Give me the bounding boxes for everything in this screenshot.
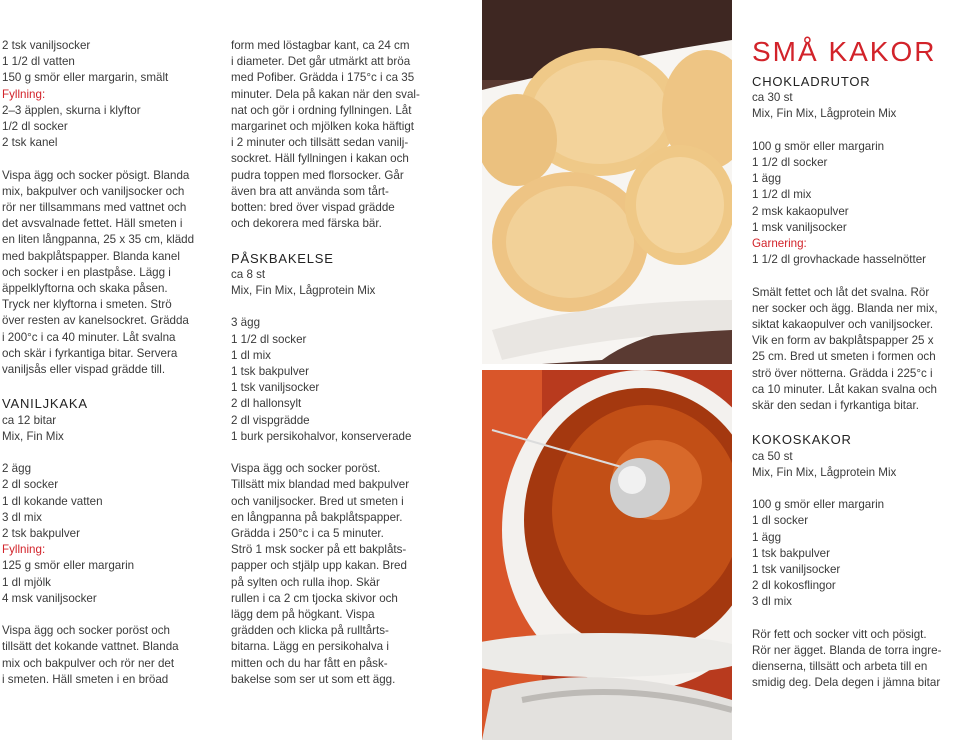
ingredient-line: 2 tsk bakpulver [2, 527, 80, 541]
apple-cake-instructions [2, 168, 220, 379]
recipe-mix: Mix, Fin Mix, Lågprotein Mix [752, 107, 897, 121]
instruction-line: lägg dem på högkant. Vispa [231, 608, 375, 622]
instruction-line: ner socker och ägg. Blanda ner mix, [752, 301, 938, 315]
instruction-line: mitten och du har fått en påsk- [231, 656, 388, 670]
instruction-line: i smeten. Häll smeten i en bröad [2, 672, 169, 686]
ingredient-line: 150 g smör eller margarin, smält [2, 71, 169, 85]
ingredient-line: 1 dl socker [752, 514, 809, 528]
instruction-line: nat och gör i ordning fyllningen. Låt [231, 103, 412, 117]
instruction-line: även bra att använda som tårt- [231, 184, 389, 198]
instruction-line: sockret. Häll fyllningen i kakan och [231, 152, 409, 166]
instruction-line: bakelse som ser ut som ett ägg. [231, 672, 396, 686]
ingredient-line: 2 dl kokosflingor [752, 579, 836, 593]
fyllning-label: Fyllning: [2, 543, 46, 557]
instruction-line: ca 10 minuter. Låt kakan svalna och [752, 382, 937, 396]
ingredient-line: 1 1/2 dl socker [752, 156, 828, 169]
instruction-line: 25 cm. Bred ut smeten i formen och [752, 350, 936, 364]
ingredient-line: 1 ägg [752, 530, 782, 544]
instruction-line: och dekorera med färska bär. [231, 217, 382, 231]
instruction-line: Vispa ägg och socker poröst. [231, 462, 381, 476]
ingredient-line: 1 1/2 dl socker [231, 332, 307, 346]
instruction-line: äppelklyftorna och skaka påsen. [2, 282, 168, 296]
instruction-line: och socker i en plastpåse. Lägg i [2, 265, 171, 279]
instruction-line: mix, bakpulver och vaniljsocker och [2, 184, 185, 198]
ingredient-line: 2 tsk kanel [2, 136, 58, 150]
ingredient-line: 1 ägg [752, 172, 782, 186]
recipe-yield: ca 30 st [752, 91, 793, 105]
instruction-line: Vispa ägg och socker pösigt. Blanda [2, 168, 190, 182]
instruction-line: papper och stjälp upp kakan. Bred [231, 559, 407, 573]
instruction-line: Tillsätt mix blandad med bakpulver [231, 478, 410, 492]
instruction-line: det avsvalnade fettet. Häll smeten i [2, 217, 183, 231]
ingredient-line: 2–3 äpplen, skurna i klyftor [2, 103, 141, 117]
ingredient-line: 1 burk persikohalvor, konserverade [231, 429, 412, 443]
ingredient-line: 3 ägg [231, 316, 261, 330]
ingredient-line: 1 dl mix [231, 348, 271, 362]
recipe-title: VANILJKAKA [2, 396, 88, 412]
instruction-line: tillsätt det kokande vattnet. Blanda [2, 640, 179, 654]
instruction-line: i 200°c i ca 40 minuter. Låt svalna [2, 330, 176, 344]
instruction-line: Vik en form av bakplåtspapper 25 x [752, 334, 934, 348]
ingredient-line: 2 tsk vaniljsocker [2, 39, 91, 52]
ingredient-line: 1 dl kokande vatten [2, 494, 103, 508]
instruction-line: Strö 1 msk socker på ett bakplåts- [231, 543, 407, 557]
recipe-mix: Mix, Fin Mix [2, 429, 64, 443]
ingredient-line: 100 g smör eller margarin [752, 498, 885, 512]
ingredient-line: 2 dl socker [2, 478, 59, 492]
instruction-line: Smält fettet och låt det svalna. Rör [752, 285, 930, 299]
ingredient-line: 1 tsk vaniljsocker [752, 563, 841, 577]
vaniljkaka-recipe [2, 396, 220, 688]
apple-cake-ingredients-b [2, 103, 220, 152]
ingredient-line: 2 ägg [2, 462, 32, 476]
filling-line: 1 dl mjölk [2, 575, 51, 589]
ingredient-line: 2 msk kakaopulver [752, 204, 849, 218]
recipe-mix: Mix, Fin Mix, Lågprotein Mix [231, 284, 376, 298]
tea-photo [482, 370, 732, 740]
instruction-line: siktat kakaopulver och vaniljsocker. [752, 318, 934, 332]
instruction-line: med Pofiber. Grädda i 175°c i ca 35 [231, 71, 415, 85]
instruction-line: bitarna. Lägg en persikohalva i [231, 640, 389, 654]
garnish-line: 1 1/2 dl grovhackade hasselnötter [752, 253, 927, 267]
instruction-line: och skär i fyrkantiga bitar. Servera [2, 346, 178, 360]
recipe-title: KOKOSKAKOR [752, 432, 852, 448]
ingredient-line: 1 1/2 dl vatten [2, 55, 75, 69]
cookies-photo [482, 0, 732, 370]
instruction-line: rullen i ca 2 cm tjocka skivor och [231, 591, 398, 605]
ingredient-line: 1 tsk bakpulver [231, 365, 309, 379]
chokladrutor-recipe [752, 74, 960, 414]
paskbakelse-recipe [231, 251, 466, 688]
column-4 [752, 36, 960, 692]
kokoskakor-recipe [752, 432, 960, 691]
instruction-line: pudra toppen med florsocker. Går [231, 168, 404, 182]
filling-line: 125 g smör eller margarin [2, 559, 135, 573]
instruction-line: Grädda i 250°c i ca 5 minuter. [231, 527, 384, 541]
instruction-line: vaniljsås eller vispad grädde till. [2, 363, 166, 377]
instruction-line: i 2 minuter och tillsätt sedan vanilj- [231, 136, 409, 150]
instruction-line: skär den sedan i fyrkantiga bitar. [752, 399, 919, 413]
instruction-line: mix och bakpulver och rör ner det [2, 656, 175, 670]
instruction-line: på sylten och rulla ihop. Skär [231, 575, 380, 589]
instruction-line: dienserna, tillsätt och arbeta till en [752, 660, 928, 674]
instruction-line: form med löstagbar kant, ca 24 cm [231, 39, 410, 52]
instruction-line: smidig deg. Dela degen i jämna bitar [752, 676, 941, 690]
instruction-line: en liten långpanna, 25 x 35 cm, klädd [2, 233, 195, 247]
instruction-line: rör ner tillsammans med vattnet och [2, 201, 187, 215]
vaniljkaka-continued [231, 38, 466, 232]
apple-cake-ingredients-a [2, 38, 220, 87]
recipe-yield: ca 50 st [752, 449, 793, 463]
instruction-line: över resten av kanelsockret. Grädda [2, 314, 189, 328]
ingredient-line: 2 dl vispgrädde [231, 413, 310, 427]
instruction-line: en långpanna på bakplåtspapper. [231, 510, 403, 524]
recipe-title: CHOKLADRUTOR [752, 74, 871, 89]
ingredient-line: 1 msk vaniljsocker [752, 220, 847, 234]
instruction-line: i diameter. Det går utmärkt att bröa [231, 55, 411, 69]
ingredient-line: 1 1/2 dl mix [752, 188, 812, 202]
column-2 [231, 38, 466, 688]
recipe-title: PÅSKBAKELSE [231, 250, 334, 266]
instruction-line: botten: bred över vispad grädde [231, 201, 395, 215]
instruction-line: Rör fett och socker vitt och pösigt. [752, 627, 927, 641]
filling-line: 4 msk vaniljsocker [2, 591, 97, 605]
ingredient-line: 3 dl mix [752, 595, 792, 609]
instruction-line: Vispa ägg och socker poröst och [2, 624, 170, 638]
instruction-line: margarinet och mjölken koka häftigt [231, 120, 415, 134]
recipe-yield: ca 12 bitar [2, 413, 57, 427]
recipe-yield: ca 8 st [231, 267, 266, 281]
ingredient-line: 2 dl hallonsylt [231, 397, 302, 411]
ingredient-line: 1 tsk vaniljsocker [231, 381, 320, 395]
instruction-line: strö över nötterna. Grädda i 225°c i [752, 366, 933, 380]
ingredient-line: 3 dl mix [2, 510, 42, 524]
recipe-mix: Mix, Fin Mix, Lågprotein Mix [752, 465, 897, 479]
instruction-line: med bakplåtspapper. Blanda kanel [2, 249, 180, 263]
column-1 [2, 38, 220, 688]
instruction-line: Rör ner ägget. Blanda de torra ingre- [752, 644, 942, 658]
ingredient-line: 1/2 dl socker [2, 120, 68, 134]
instruction-line: minuter. Dela på kakan när den sval- [231, 87, 420, 101]
photo-column [482, 0, 732, 740]
instruction-line: Tryck ner klyftorna i smeten. Strö [2, 298, 172, 312]
instruction-line: och vaniljsocker. Bred ut smeten i [231, 494, 404, 508]
ingredient-line: 100 g smör eller margarin [752, 139, 885, 153]
ingredient-line: 1 tsk bakpulver [752, 546, 830, 560]
garnering-label: Garnering: [752, 237, 807, 251]
instruction-line: grädden och klicka på rulltårts- [231, 624, 389, 638]
section-title: SMÅ KAKOR [752, 36, 937, 67]
fyllning-label: Fyllning: [2, 87, 46, 101]
